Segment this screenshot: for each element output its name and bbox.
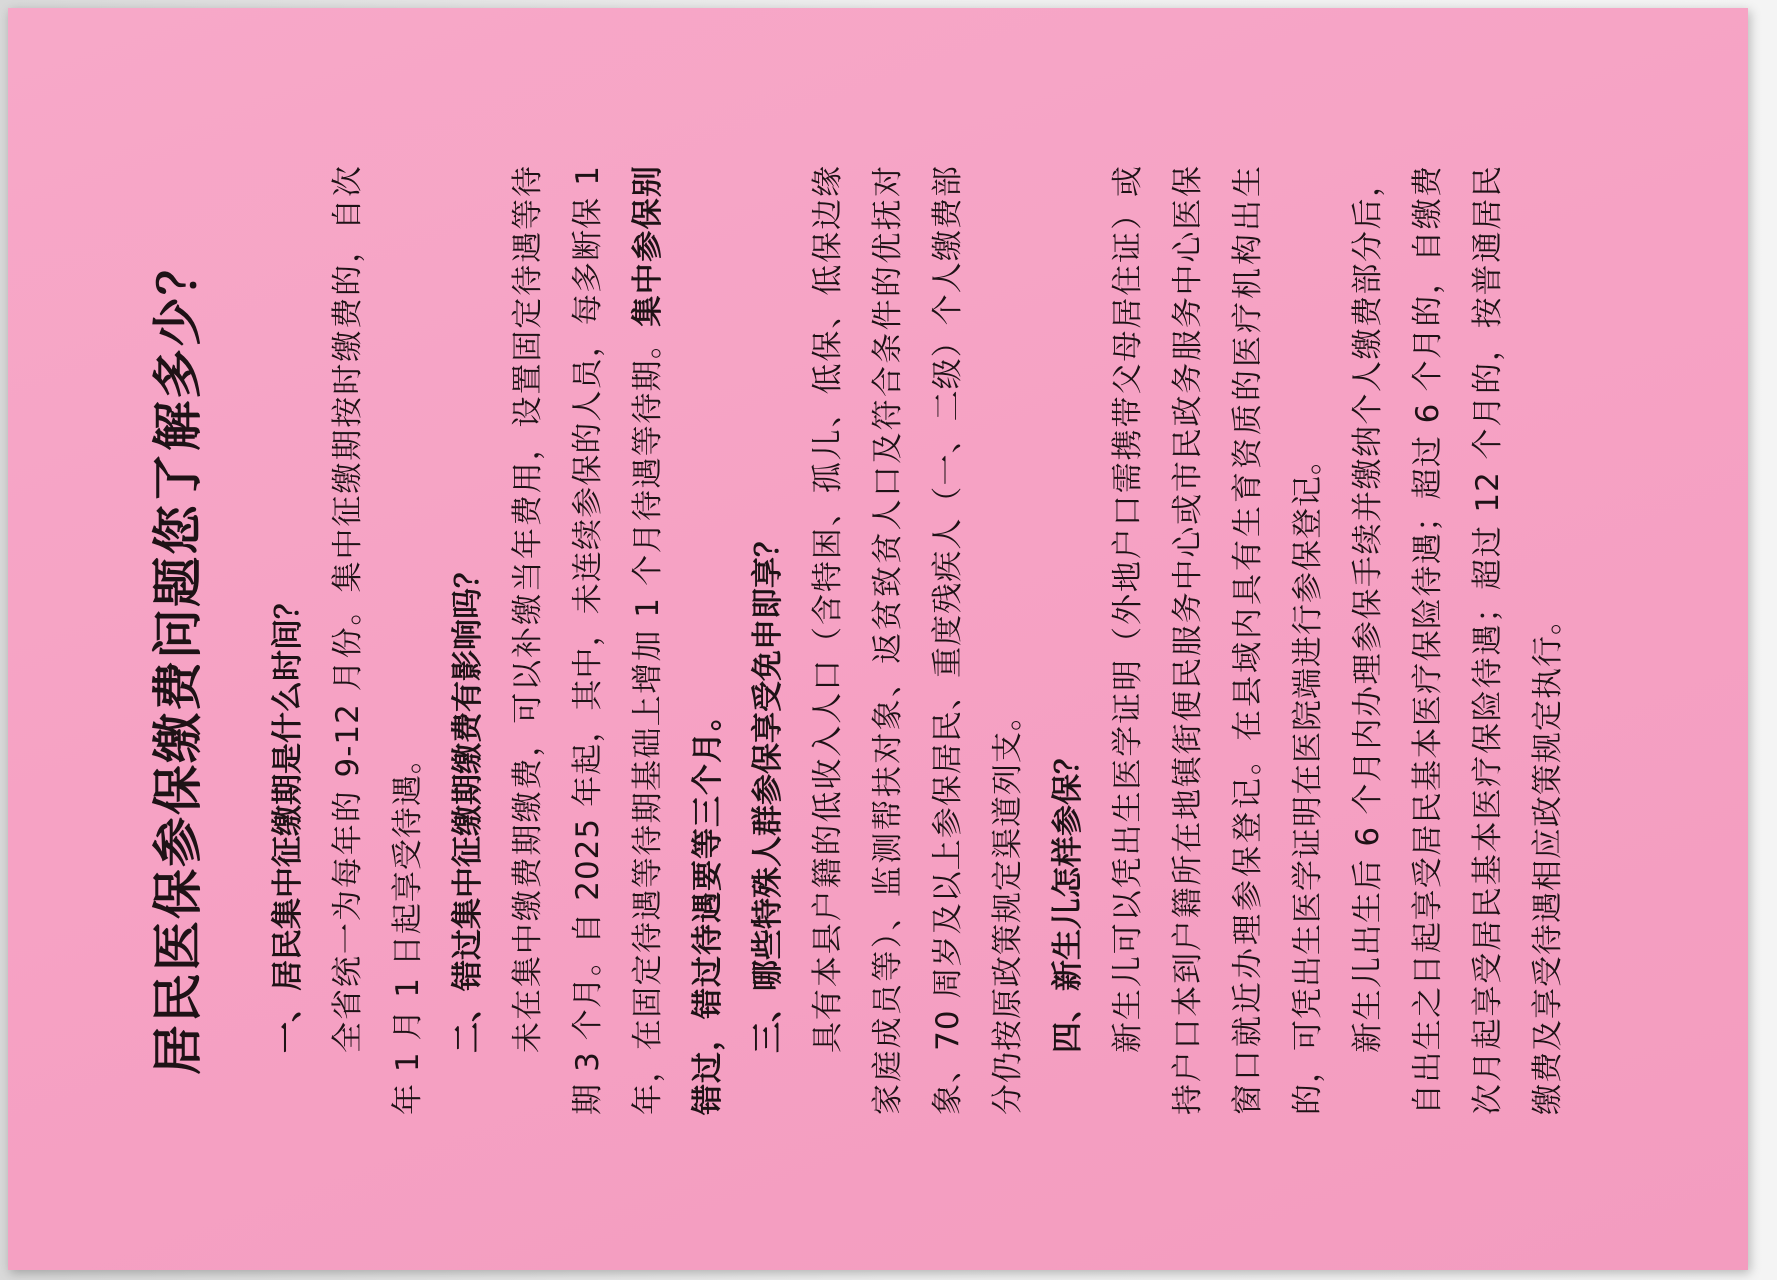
section-4-paragraph-1: 新生儿可以凭出生医学证明（外地户口需携带父母居住证）或持户口本到户籍所在地镇街便民服务中心或市民政务服务中心医保窗口就近办理参保登记。在县域内具有生育资质的医疗机构出生的，可凭出生医学证明在医院端进行参保登记。 — [1110, 165, 1326, 1115]
section-2-heading: 二、错过集中征缴期缴费有影响吗？ — [450, 557, 486, 1053]
flyer-rotated-text-frame — [8, 8, 1748, 1270]
flyer-title: 居民医保参保缴费问题您了解多少？ — [148, 243, 207, 1075]
flyer-content — [148, 165, 1578, 1115]
section-3-paragraph: 具有本县户籍的低收入人口（含特困、孤儿、低保、低保边缘家庭成员等）、监测帮扶对象、返贫致贫人口及符合条件的优抚对象、70 周岁及以上参保居民、重度残疾人（一、二级）个人缴费部分仍按原政策规定渠道列支。 — [810, 165, 1026, 1115]
pink-flyer — [8, 8, 1748, 1270]
section-4-heading: 四、新生儿怎样参保？ — [1050, 743, 1086, 1053]
section-1-paragraph: 全省统一为每年的 9-12 月份。集中征缴期按时缴费的，自次年 1 月 1 日起享受待遇。 — [330, 165, 426, 1115]
section-2-bold-note: 集中参保别错过，错过待遇要等三个月。 — [630, 164, 726, 1115]
section-4-paragraph-2: 新生儿出生后 6 个月内办理参保手续并缴纳个人缴费部分后，自出生之日起享受居民基本医疗保险待遇；超过 6 个月的，自缴费次月起享受居民基本医疗保险待遇；超过 12 个月的，按普通居民缴费及享受待遇相应政策规定执行。 — [1350, 165, 1566, 1115]
section-1-heading: 一、居民集中征缴期是什么时间？ — [270, 588, 306, 1053]
section-2-paragraph: 未在集中缴费期缴费，可以补缴当年费用，设置固定待遇等待期 3 个月。自 2025 年起，其中，未连续参保的人员，每多断保 1 年，在固定待遇等待期基础上增加 1 个月待遇等待期。集中参保别错过，错过待遇要等三个月。 — [510, 164, 726, 1115]
section-3-heading: 三、哪些特殊人群参保享受免申即享？ — [750, 526, 786, 1053]
